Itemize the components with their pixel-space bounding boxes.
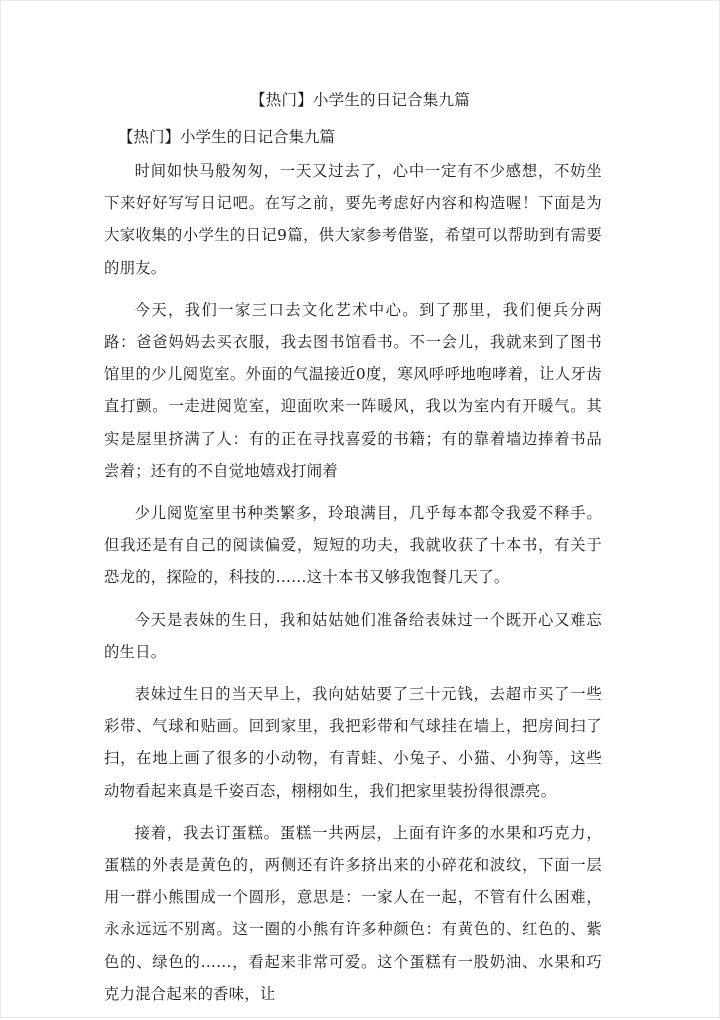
page-title: 【热门】小学生的日记合集九篇 (250, 91, 470, 109)
article-heading: 【热门】小学生的日记合集九篇 (118, 128, 336, 146)
paragraph: 接着，我去订蛋糕。蛋糕一共两层，上面有许多的水果和巧克力，蛋糕的外表是黄色的，两侧还有许多挤出来的小碎花和波纹，下面一层用一群小熊围成一个圆形，意思是：一家人在一起，不管有什么困难，永永远远不别离。这一圈的小熊有许多种颜色：有黄色的、红色的、紫色的、绿色的……，看起来非常可爱。这个蛋糕有一股奶油、水果和巧克力混合起来的香味，让 (104, 823, 602, 1003)
article-body (104, 155, 602, 1020)
paragraph: 少儿阅览室里书种类繁多，玲琅满目，几乎每本都令我爱不释手。但我还是有自己的阅读偏爱，短短的功夫，我就收获了十本书，有关于恐龙的，探险的，科技的……这十本书又够我饱餐几天了。 (104, 504, 602, 587)
paragraph: 今天是表妹的生日，我和姑姑她们准备给表妹过一个既开心又难忘的生日。 (104, 610, 602, 661)
paragraph: 今天，我们一家三口去文化艺术中心。到了那里，我们便兵分两路：爸爸妈妈去买衣服，我去图书馆看书。不一会儿，我就来到了图书馆里的少儿阅览室。外面的气温接近0度，寒风呼呼地咆哮着，让人牙齿直打颤。一走进阅览室，迎面吹来一阵暖风，我以为室内有开暖气。其实是屋里挤满了人：有的正在寻找喜爱的书籍；有的靠着墙边捧着书品尝着；还有的不自觉地嬉戏打闹着 (104, 300, 602, 480)
paragraph: 表妹过生日的当天早上，我向姑姑要了三十元钱，去超市买了一些彩带、气球和贴画。回到家里，我把彩带和气球挂在墙上，把房间扫了扫，在地上画了很多的小动物，有青蛙、小兔子、小猫、小狗等，这些动物看起来真是千姿百态，栩栩如生，我们把家里装扮得很漂亮。 (104, 685, 602, 800)
paragraph-intro: 时间如快马般匆匆，一天又过去了，心中一定有不少感想，不妨坐下来好好写写日记吧。在写之前，要先考虑好内容和构造喔！下面是为大家收集的小学生的日记9篇，供大家参考借鉴，希望可以帮助到有需要的朋友。 (104, 162, 602, 277)
